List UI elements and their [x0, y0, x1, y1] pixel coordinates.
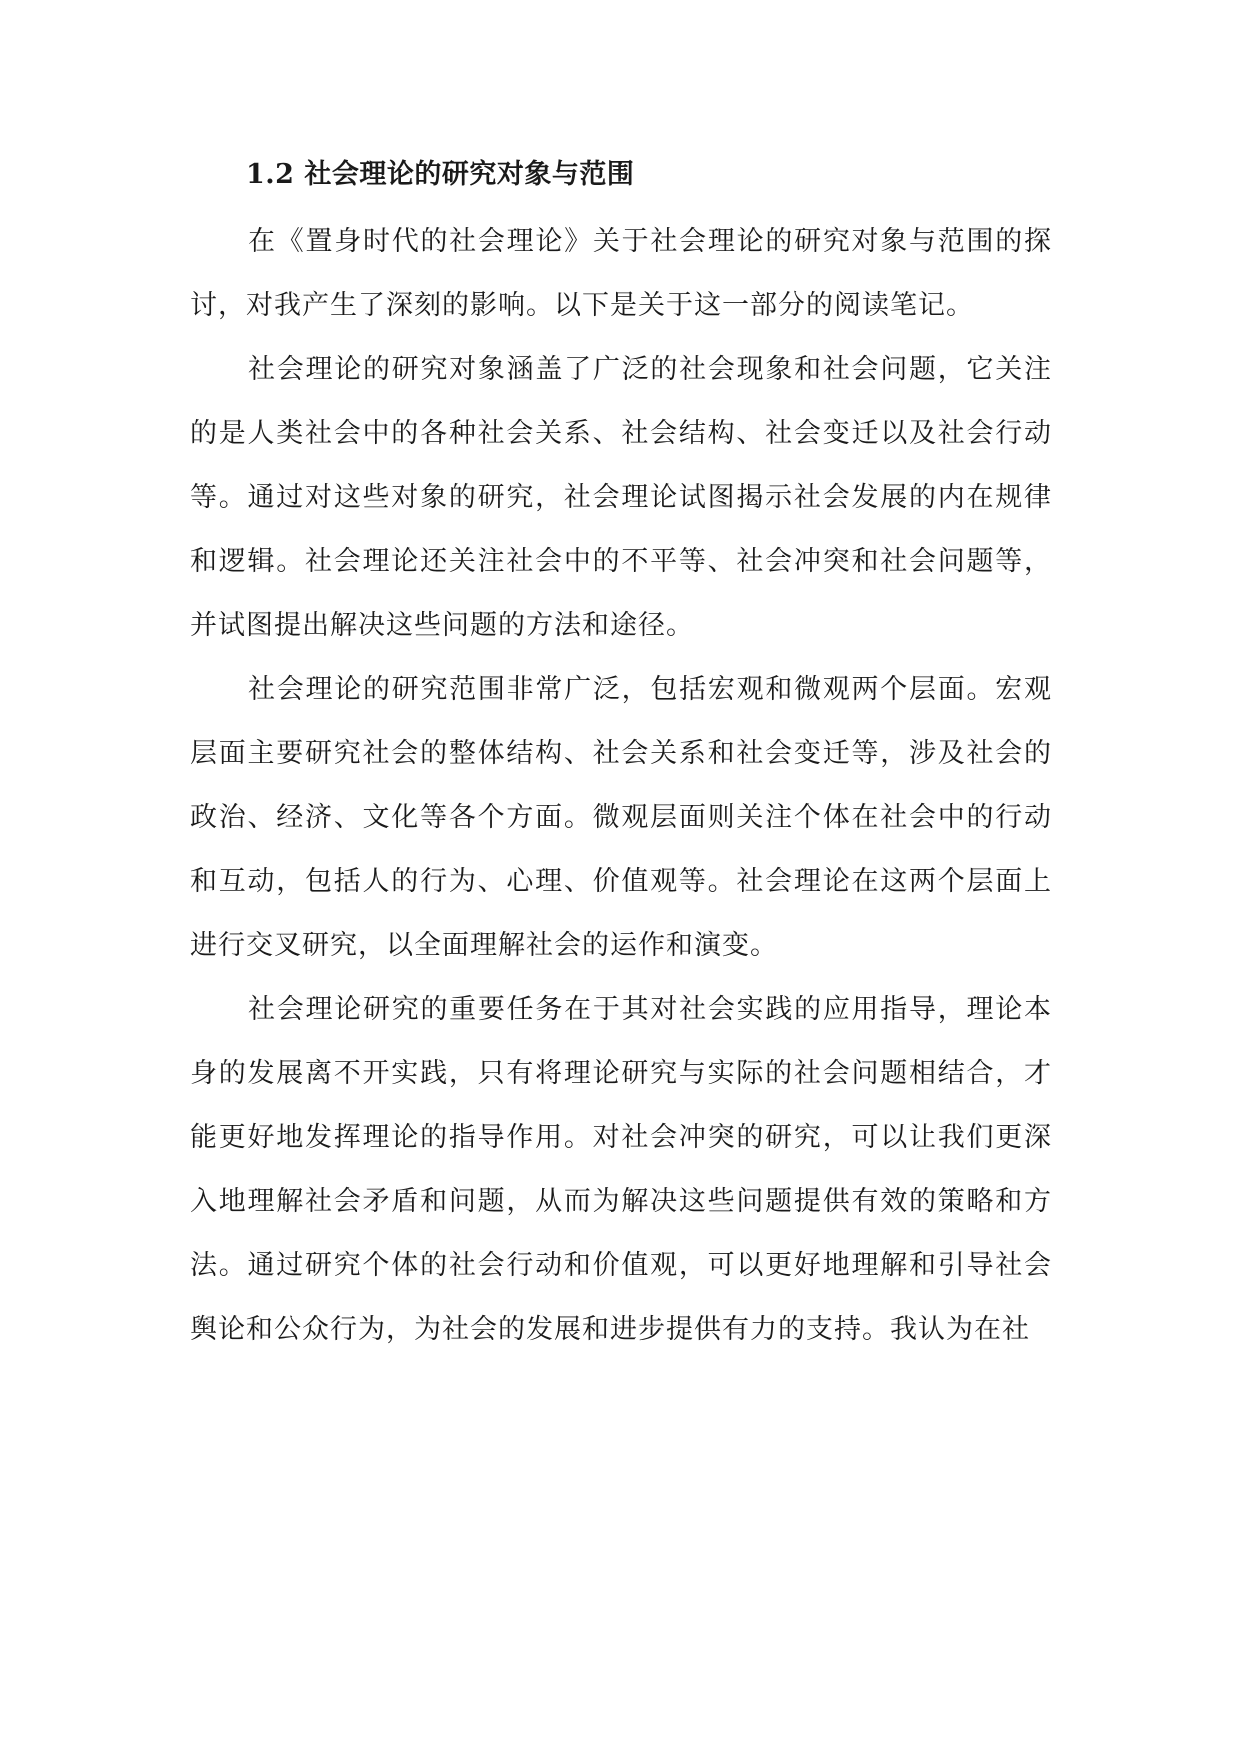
paragraph-4: 社会理论研究的重要任务在于其对社会实践的应用指导，理论本身的发展离不开实践，只有将理论研究与实际的社会问题相结合，才能更好地发挥理论的指导作用。对社会冲突的研究，可以让我们更深入地理解社会矛盾和问题，从而为解决这些问题提供有效的策略和方法。通过研究个体的社会行动和价值观，可以更好地理解和引导社会舆论和公众行为，为社会的发展和进步提供有力的支持。我认为在社 — [190, 994, 1052, 1345]
paragraph-3: 社会理论的研究范围非常广泛，包括宏观和微观两个层面。宏观层面主要研究社会的整体结构、社会关系和社会变迁等，涉及社会的政治、经济、文化等各个方面。微观层面则关注个体在社会中的行动和互动，包括人的行为、心理、价值观等。社会理论在这两个层面上进行交叉研究，以全面理解社会的运作和演变。 — [190, 674, 1052, 961]
paragraph-1: 在《置身时代的社会理论》关于社会理论的研究对象与范围的探讨，对我产生了深刻的影响。以下是关于这一部分的阅读笔记。 — [190, 226, 1052, 321]
section-heading: 1.2 社会理论的研究对象与范围 — [246, 159, 635, 190]
text-body — [190, 146, 1052, 1362]
paragraph-2: 社会理论的研究对象涵盖了广泛的社会现象和社会问题，它关注的是人类社会中的各种社会关系、社会结构、社会变迁以及社会行动等。通过对这些对象的研究，社会理论试图揭示社会发展的内在规律和逻辑。社会理论还关注社会中的不平等、社会冲突和社会问题等，并试图提出解决这些问题的方法和途径。 — [190, 354, 1052, 641]
